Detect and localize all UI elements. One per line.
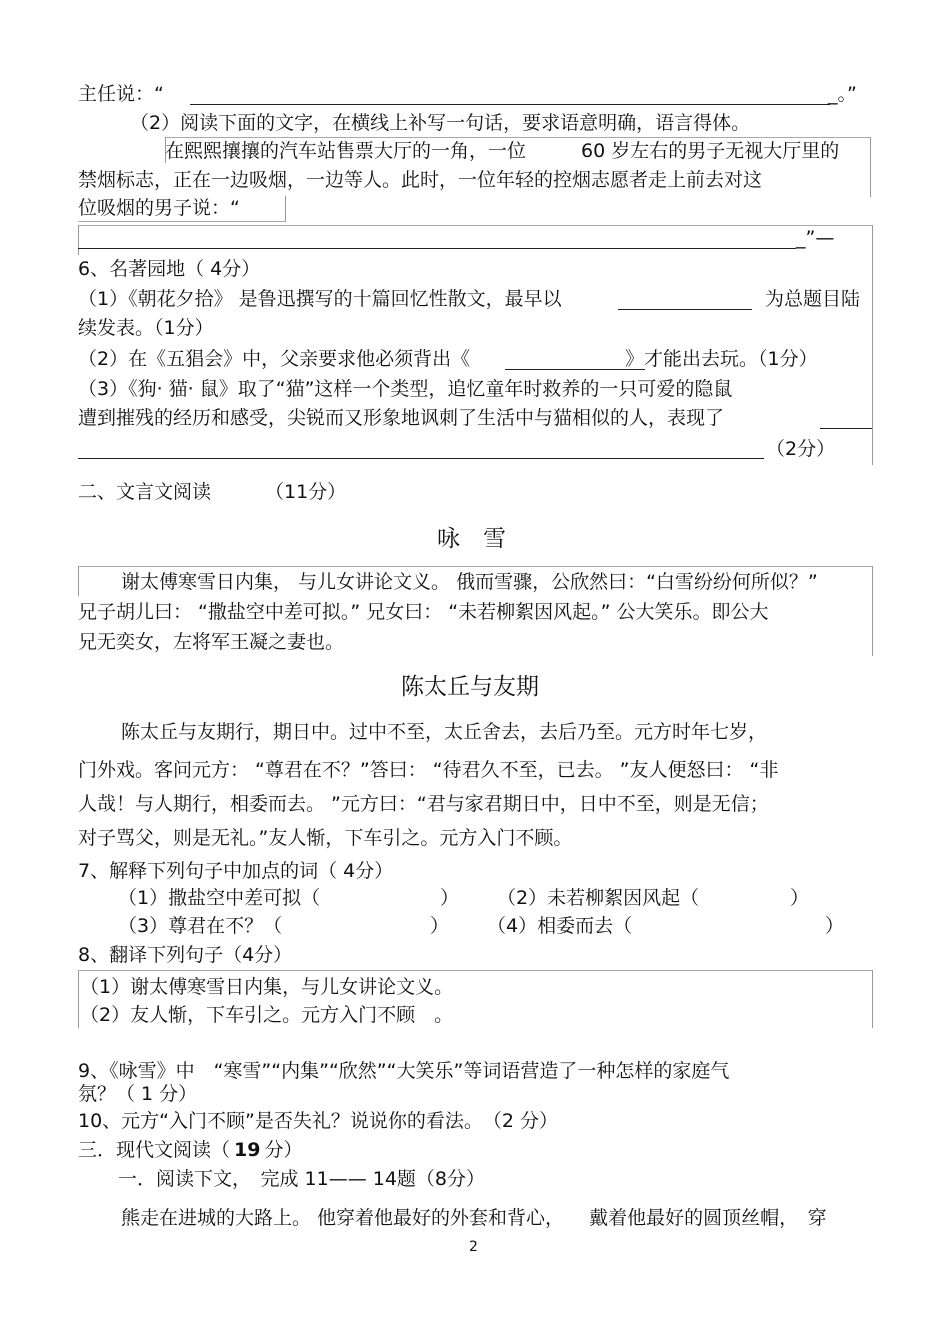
smoker-answer-suffix: _”—: [796, 227, 835, 249]
q8-box-right: [872, 970, 873, 1028]
passage-box-bottom: [78, 221, 285, 222]
answer-box-top: [78, 225, 873, 226]
text1-line-1: 谢太傅寒雪日内集， 与儿女讲论文义。 俄而雪骤，公欣然曰：“白雪纷纷何所似？”: [121, 571, 818, 593]
q10-text: 10、元方“入门不顾”是否失礼？说说你的看法。 （2 分）: [78, 1110, 558, 1132]
smoker-answer-line[interactable]: [78, 248, 796, 249]
section3-subheading: 一．阅读下文， 完成 11—— 14题（8分）: [118, 1168, 486, 1190]
q6-heading: 6、名著园地（ 4分）: [78, 258, 261, 280]
q6-item1-a: （1）《朝花夕拾》 是鲁迅撰写的十篇回忆性散文，最早以: [78, 288, 562, 310]
q6-item1-c: 续发表。（1分）: [78, 317, 214, 339]
text1-box-right: [872, 566, 873, 656]
passage-box-inner: [285, 196, 286, 222]
q7-item4-close: ）: [825, 915, 845, 937]
q5-part2-instruction: （2）阅读下面的文字，在横线上补写一句话，要求语意明确，语言得体。: [130, 112, 751, 134]
q7-item1: （1）撒盐空中差可拟（: [118, 887, 321, 909]
q7-item2: （2）未若柳絮因风起（: [497, 887, 700, 909]
passage-line-3: 位吸烟的男子说：“: [78, 197, 240, 219]
q9-line-1: 9、《咏雪》中 “寒雪”“内集”“欣然”“大笑乐”等词语营造了一种怎样的家庭气: [78, 1060, 730, 1082]
q6-item2-blank[interactable]: [505, 369, 645, 370]
text1-title: 咏 雪: [437, 526, 506, 552]
q7-item3: （3）尊君在不？（: [118, 915, 283, 937]
q6-item3-b: 遭到摧残的经历和感受，尖锐而又形象地讽刺了生活中与猫相似的人，表现了: [78, 407, 725, 429]
section3-heading: [78, 1141, 302, 1160]
section3-heading-a: 三．现代文阅读（: [78, 1139, 231, 1161]
text2-line-3: 人哉！与人期行，相委而去。 ”元方曰：“君与家君期日中，日中不至，则是无信；: [78, 793, 769, 815]
q8-heading: 8、翻译下列句子（4分）: [78, 944, 293, 966]
text1-line-2: 兄子胡儿曰： “撒盐空中差可拟。” 兄女曰： “未若柳絮因风起。” 公大笑乐。即公大: [78, 601, 769, 623]
passage-line-2: 禁烟标志，正在一边吸烟，一边等人。此时，一位年轻的控烟志愿者走上前去对这: [78, 169, 763, 191]
teacher-quote-prefix: 主任说：“: [78, 83, 164, 105]
q6-item3-blank-2[interactable]: [78, 458, 764, 459]
q8-item1: （1）谢太傅寒雪日内集，与儿女讲论文义。: [80, 976, 454, 998]
q7-item2-close: ）: [790, 887, 810, 909]
text2-title: 陈太丘与友期: [401, 674, 539, 700]
q8-box-left: [78, 970, 79, 1028]
q6-item3-score: （2分）: [766, 438, 836, 460]
passage-box-top: [165, 137, 870, 138]
text2-line-4: 对子骂父，则是无礼。”友人惭，下车引之。元方入门不顾。: [78, 827, 573, 849]
modern-text-first-line: 熊走在进城的大路上。 他穿着他最好的外套和背心， 戴着他最好的圆顶丝帽， 穿: [121, 1207, 827, 1229]
q7-heading: 7、解释下列句子中加点的词（ 4分）: [78, 860, 394, 882]
q7-item4: （4）相委而去（: [487, 915, 633, 937]
section2-heading: 二、文言文阅读: [78, 481, 212, 503]
text1-box-left: [78, 566, 79, 596]
q6-item3-a: （3）《狗· 猫· 鼠》取了“猫”这样一个类型，追忆童年时救养的一只可爱的隐鼠: [78, 378, 733, 400]
q9-line-2: 氛？（ 1 分）: [78, 1083, 198, 1105]
q6-item2-a: （2）在《五猖会》中，父亲要求他必须背出《: [78, 348, 471, 370]
q8-box-top: [78, 970, 873, 971]
teacher-quote-suffix: _。”: [828, 83, 857, 105]
q6-item1-b: 为总题目陆: [765, 288, 861, 310]
text1-line-3: 兄无奕女，左将军王凝之妻也。: [78, 631, 345, 653]
q7-item1-close: ）: [440, 887, 460, 909]
answer-box-right: [872, 225, 873, 465]
section3-heading-score: 19: [234, 1139, 261, 1161]
text2-line-2: 门外戏。客问元方： “尊君在不？”答曰： “待君久不至，已去。 ”友人便怒曰： “非: [78, 759, 779, 781]
q6-item3-blank-1[interactable]: [820, 428, 872, 429]
answer-blank-line[interactable]: [190, 104, 830, 105]
page-number: 2: [469, 1239, 478, 1255]
q7-item3-close: ）: [430, 915, 450, 937]
passage-line-1: 在熙熙攘攘的汽车站售票大厅的一角，一位: [165, 140, 527, 162]
section2-score: （11分）: [265, 481, 347, 503]
answer-box-left: [78, 225, 79, 255]
q6-item1-blank[interactable]: [618, 309, 752, 310]
section3-heading-b: 分）: [264, 1139, 303, 1161]
q6-item2-b: 》才能出去玩。（1分）: [625, 348, 818, 370]
text1-box-top: [78, 566, 873, 567]
text2-line-1: 陈太丘与友期行，期日中。过中不至，太丘舍去，去后乃至。元方时年七岁，: [121, 721, 768, 743]
passage-line-1-age: 60 岁左右的男子无视大厅里的: [581, 140, 840, 162]
q8-item2: （2）友人惭，下车引之。元方入门不顾 。: [80, 1004, 454, 1026]
passage-box-right: [870, 137, 871, 197]
